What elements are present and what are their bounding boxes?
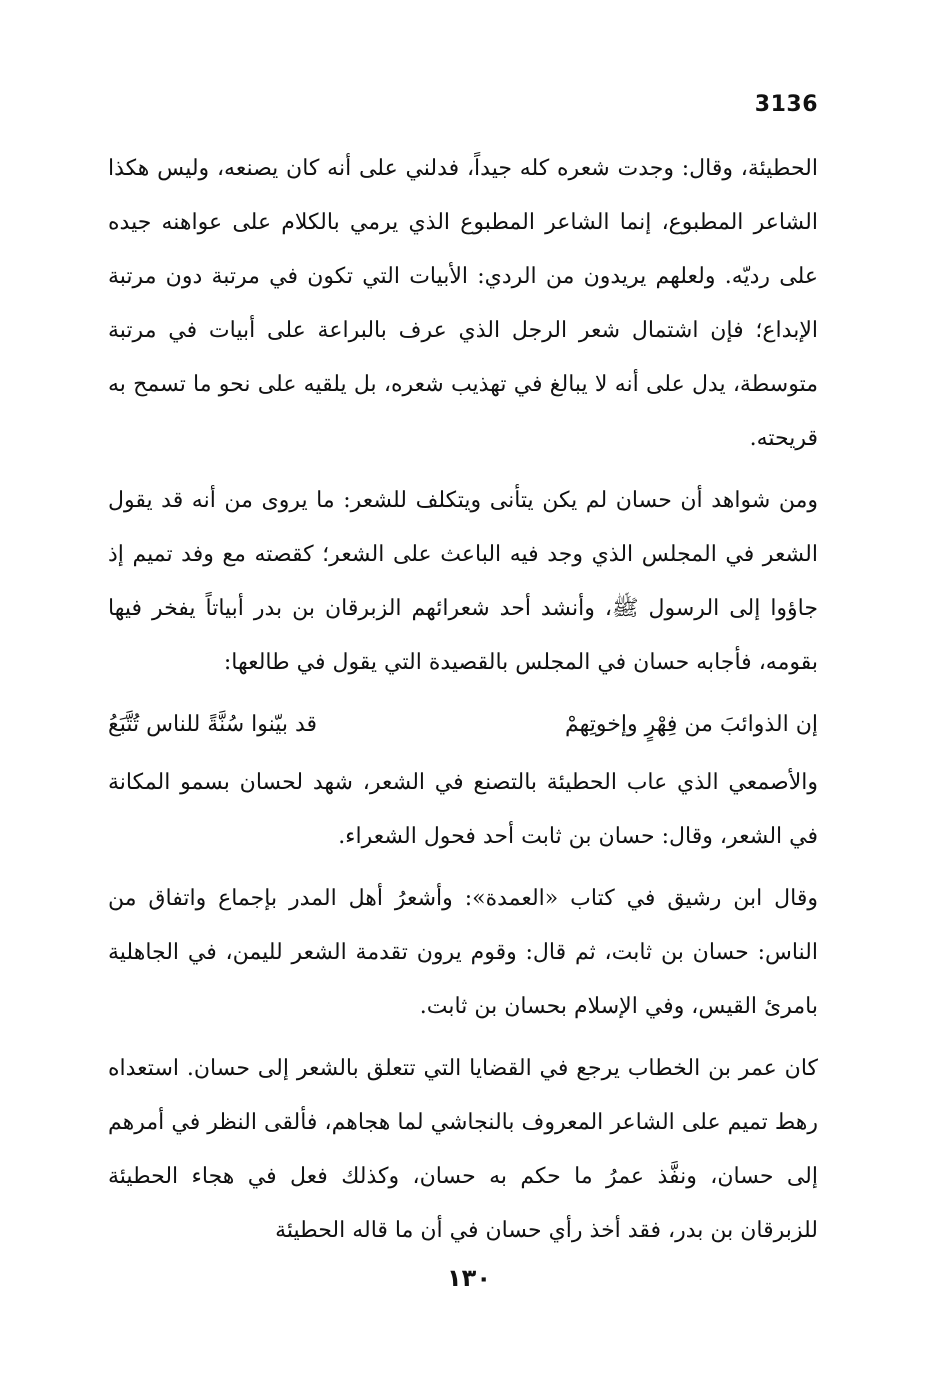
paragraph-4: وقال ابن رشيق في كتاب «العمدة»: وأشعرُ أهل المدر بإجماع واتفاق من الناس: حسان بن ثابت، ثم قال: وقوم يرون تقدمة الشعر لليمن، في الجاهلية بامرئ القيس، وفي الإسلام بحسان بن ثابت. xyxy=(108,886,818,1019)
page-footer-number: ١٣٠ xyxy=(447,1264,491,1292)
verse-first-hemistich: إن الذوائبَ من فِهْرٍ وإخوتِهمْ xyxy=(565,712,818,737)
paragraph-5: كان عمر بن الخطاب يرجع في القضايا التي تتعلق بالشعر إلى حسان. استعداه رهط تميم على الشاعر المعروف بالنجاشي لما هجاهم، فألقى النظر في أمرهم إلى حسان، ونفَّذ عمرُ ما حكم به حسان، وكذلك فعل في هجاء الحطيئة للزبرقان بن بدر، فقد أخذ رأي حسان في أن ما قاله الحطيئة xyxy=(108,1056,818,1243)
page-body xyxy=(108,142,818,1266)
poem-verse xyxy=(108,698,818,752)
paragraph-2: ومن شواهد أن حسان لم يكن يتأنى ويتكلف للشعر: ما يروى من أنه قد يقول الشعر في المجلس الذي وجد فيه الباعث على الشعر؛ كقصته مع وفد تميم إذ جاؤوا إلى الرسول ﷺ، وأنشد أحد شعرائهم الزبرقان بن بدر أبياتاً يفخر فيها بقومه، فأجابه حسان في المجلس بالقصيدة التي يقول في طالعها: xyxy=(108,488,818,675)
paragraph-1: الحطيئة، وقال: وجدت شعره كله جيداً، فدلني على أنه كان يصنعه، وليس هكذا الشاعر المطبوع، إنما الشاعر المطبوع الذي يرمي بالكلام على عواهنه جيده على رديّه. ولعلهم يريدون من الردي: الأبيات التي تكون في مرتبة دون مرتبة الإبداع؛ فإن اشتمال شعر الرجل الذي عرف بالبراعة على أبيات في مرتبة متوسطة، يدل على أنه لا يبالغ في تهذيب شعره، بل يلقيه على نحو ما تسمح به قريحته. xyxy=(108,156,818,451)
verse-second-hemistich: قد بيّنوا سُنَّةً للناس تُتَّبَعُ xyxy=(108,712,318,737)
paragraph-3: والأصمعي الذي عاب الحطيئة بالتصنع في الشعر، شهد لحسان بسمو المكانة في الشعر، وقال: حسان بن ثابت أحد فحول الشعراء. xyxy=(108,770,818,849)
page-header-number: 3136 xyxy=(754,92,818,117)
